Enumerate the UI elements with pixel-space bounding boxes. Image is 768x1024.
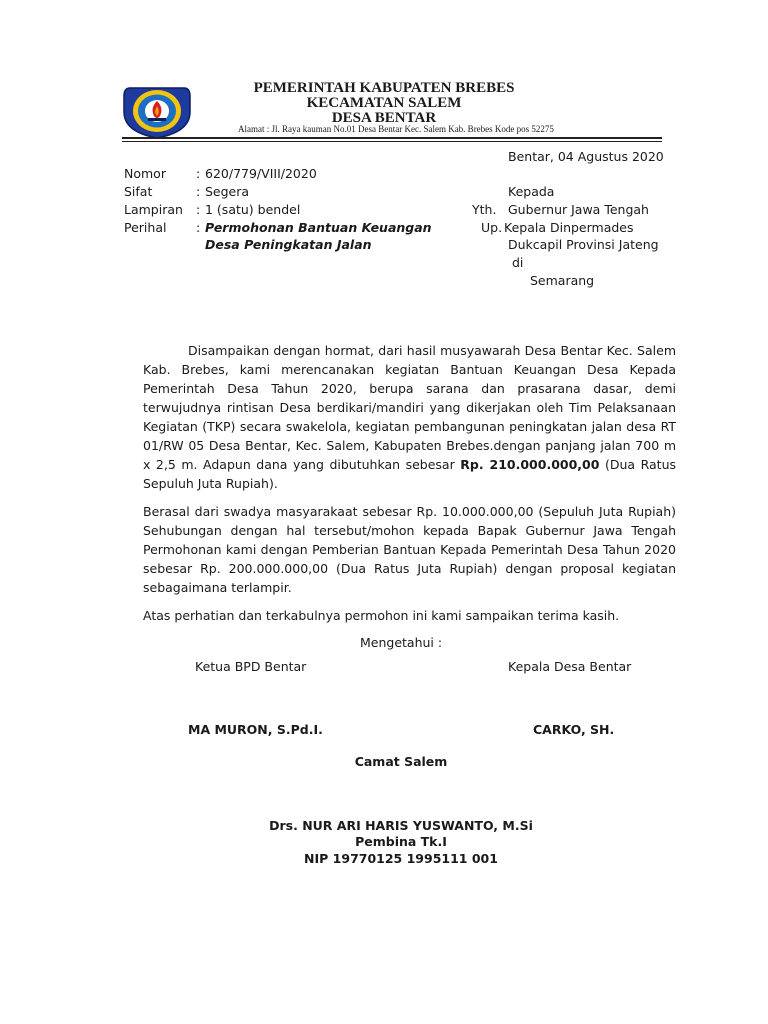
sifat-value: Segera — [205, 184, 250, 199]
village-head-title: Kepala Desa Bentar — [508, 659, 632, 674]
body-paragraph-1 — [143, 341, 676, 493]
letter-date: Bentar, 04 Agustus 2020 — [508, 149, 664, 164]
body-paragraph-1-text: Disampaikan dengan hormat, dari hasil musyawarah Desa Bentar Kec. Salem Kab. Brebes, kami merencanakan kegiatan Bantuan Keuangan Desa Kepada Pemerintah Desa Tahun 2020, berupa sarana dan prasarana dasar, demi terwujudnya rintisan Desa berdikari/mandiri yang dikerjakan oleh Tim Pelaksanaan Kegiatan (TKP) secara swakelola, kegiatan pembangunan peningkatan jalan desa RT 01/RW 05 Desa Bentar, Kec. Salem, Kabupaten Brebes.dengan panjang jalan 700 m x 2,5 m. Adapun dana yang dibutuhkan sebesar — [143, 343, 676, 472]
recipient-line3: Dukcapil Provinsi Jateng — [508, 237, 659, 252]
perihal-label: Perihal — [124, 220, 167, 235]
subdistrict-head-rank: Pembina Tk.I — [355, 834, 447, 849]
sifat-label: Sifat — [124, 184, 153, 199]
regency-logo — [122, 82, 192, 140]
recipient-line2: Kepala Dinpermades — [504, 220, 634, 235]
body-paragraph-1-end: (Dua Ratus Sepuluh Juta Rupiah). — [143, 457, 677, 491]
letterhead-village: DESA BENTAR — [331, 110, 437, 126]
body-paragraph-3: Atas perhatian dan terkabulnya permohon ini kami sampaikan terima kasih. — [143, 608, 620, 623]
village-head-name: CARKO, SH. — [533, 722, 615, 737]
lampiran-value: 1 (satu) bendel — [205, 202, 301, 217]
recipient-up: Up. — [481, 220, 503, 235]
letterhead-government: PEMERINTAH KABUPATEN BREBES — [253, 80, 515, 96]
lampiran-label: Lampiran — [124, 202, 183, 217]
perihal-colon: : — [196, 220, 201, 235]
bpd-chair-name: MA MURON, S.Pd.I. — [188, 722, 323, 737]
recipient-kepada: Kepada — [508, 184, 555, 199]
lampiran-colon: : — [196, 202, 201, 217]
recipient-di: di — [512, 255, 524, 270]
letter-body — [143, 341, 676, 625]
bpd-chair-title: Ketua BPD Bentar — [195, 659, 307, 674]
letterhead-rule — [122, 137, 662, 139]
perihal-value-line2: Desa Peningkatan Jalan — [205, 237, 372, 252]
letterhead-rule-thin — [122, 141, 662, 142]
recipient-city: Semarang — [530, 273, 595, 288]
letterhead-district: KECAMATAN SALEM — [306, 95, 462, 111]
subdistrict-head-name: Drs. NUR ARI HARIS YUSWANTO, M.Si — [269, 818, 533, 833]
recipient-line1: Gubernur Jawa Tengah — [508, 202, 649, 217]
letterhead-address: Alamat : Jl. Raya kauman No.01 Desa Bentar Kec. Salem Kab. Brebes Kode pos 52275 — [238, 124, 554, 134]
requested-amount: Rp. 210.000.000,00 — [460, 457, 600, 472]
nomor-value: 620/779/VIII/2020 — [205, 166, 317, 181]
nomor-label: Nomor — [124, 166, 166, 181]
subdistrict-head-nip: NIP 19770125 1995111 001 — [304, 851, 498, 866]
acknowledged-label: Mengetahui : — [360, 635, 443, 650]
nomor-colon: : — [196, 166, 201, 181]
sifat-colon: : — [196, 184, 201, 199]
recipient-yth: Yth. — [472, 202, 497, 217]
subdistrict-head-title: Camat Salem — [354, 754, 448, 769]
body-paragraph-2: Berasal dari swadya masyarakaat sebesar Rp. 10.000.000,00 (Sepuluh Juta Rupiah) Sehubungan dengan hal tersebut/mohon kepada Bapak Gubernur Jawa Tengah Permohonan kami dengan Pemberian Bantuan Kepada Pemerintah Desa Tahun 2020 sebesar Rp. 200.000.000,00 (Dua Ratus Juta Rupiah) dengan proposal kegiatan sebagaimana terlampir. — [143, 504, 676, 595]
perihal-value-line1: Permohonan Bantuan Keuangan — [205, 220, 432, 235]
